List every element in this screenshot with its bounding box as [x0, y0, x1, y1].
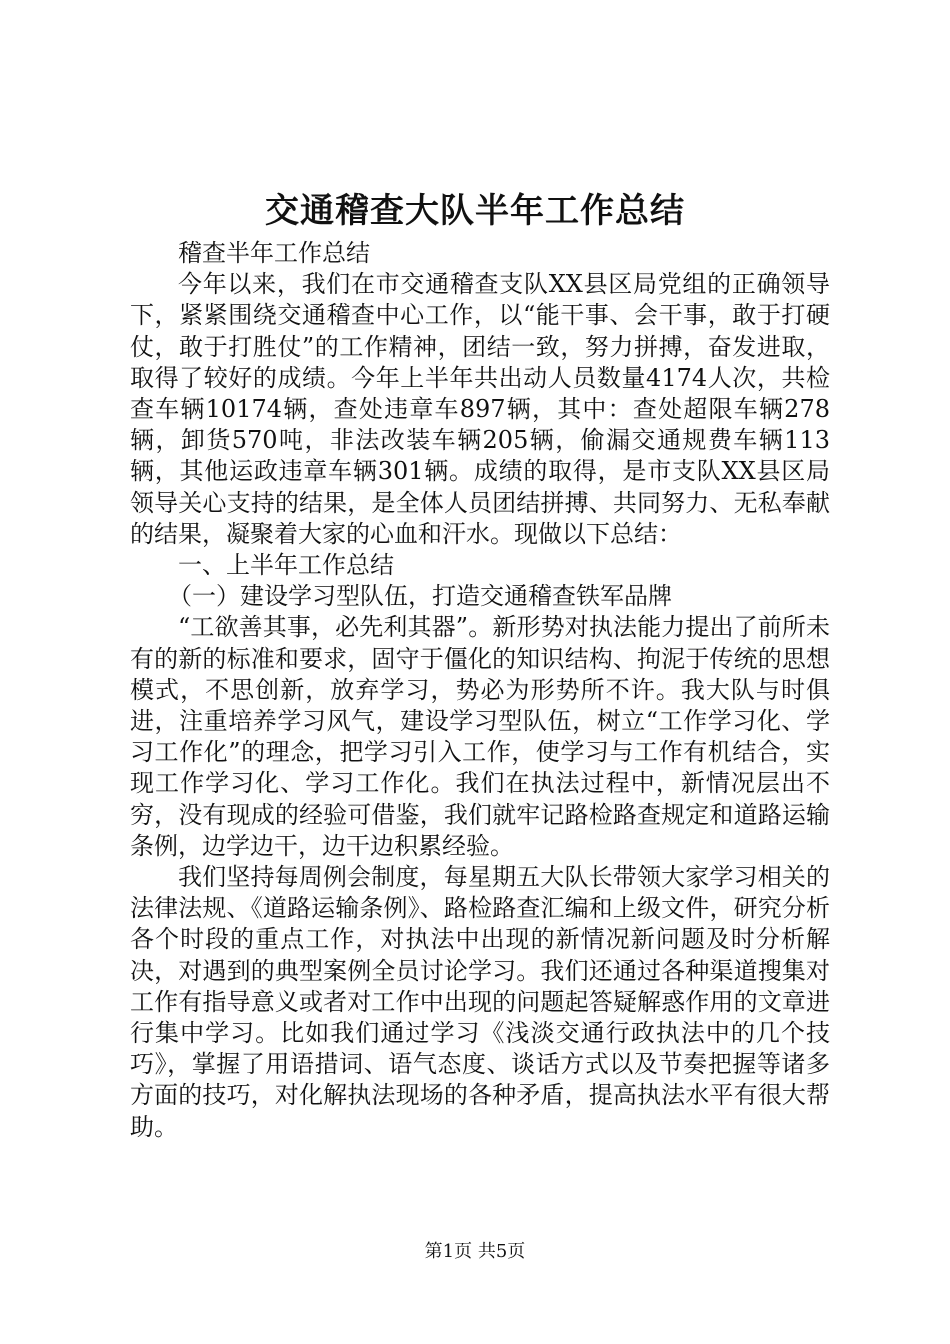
section-heading-1: 一、上半年工作总结 [178, 551, 394, 580]
paragraph-learning: “工欲善其事，必先利其器”。新形势对执法能力提出了前所未有的新的标准和要求，固守于僵化的知识结构、拘泥于传统的思想模式，不思创新，放弃学习，势必为形势所不许。我大队与时俱进，注重培养学习风气，建设学习型队伍，树立“工作学习化、学习工作化”的理念，把学习引入工作，使学习与工作有机结合，实现工作学习化、学习工作化。我们在执法过程中，新情况层出不穷，没有现成的经验可借鉴，我们就牢记路检路查规定和道路运输条例，边学边干，边干边积累经验。 [130, 613, 830, 860]
page-footer: 第1页 共5页 [424, 1241, 526, 1262]
paragraph-intro: 今年以来，我们在市交通稽查支队XX县区局党组的正确领导下，紧紧围绕交通稽查中心工作，以“能干事、会干事，敢于打硬仗，敢于打胜仗”的工作精神，团结一致，努力拼搏，奋发进取，取得了较好的成绩。今年上半年共出动人员数量4174人次，共检查车辆10174辆，查处违章车897辆，其中：查处超限车辆278辆，卸货570吨，非法改装车辆205辆，偷漏交通规费车辆113辆，其他运政违章车辆301辆。成绩的取得，是市支队XX县区局领导关心支持的结果，是全体人员团结拼搏、共同努力、无私奉献的结果，凝聚着大家的心血和汗水。现做以下总结： [130, 270, 830, 548]
document-body [130, 238, 830, 1143]
document-title: 交通稽查大队半年工作总结 [265, 191, 685, 231]
document-subtitle: 稽查半年工作总结 [178, 239, 370, 267]
paragraph-meetings: 我们坚持每周例会制度，每星期五大队长带领大家学习相关的法律法规、《道路运输条例》、路检路查汇编和上级文件，研究分析各个时段的重点工作，对执法中出现的新情况新问题及时分析解决，对遇到的典型案例全员讨论学习。我们还通过各种渠道搜集对工作有指导意义或者对工作中出现的问题起答疑解惑作用的文章进行集中学习。比如我们通过学习《浅淡交通行政执法中的几个技巧》，掌握了用语措词、语气态度、谈话方式以及节奏把握等诸多方面的技巧，对化解执法现场的各种矛盾，提高执法水平有很大帮助。 [130, 863, 830, 1141]
subsection-heading-1: （一）建设学习型队伍，打造交通稽查铁军品牌 [168, 582, 672, 611]
